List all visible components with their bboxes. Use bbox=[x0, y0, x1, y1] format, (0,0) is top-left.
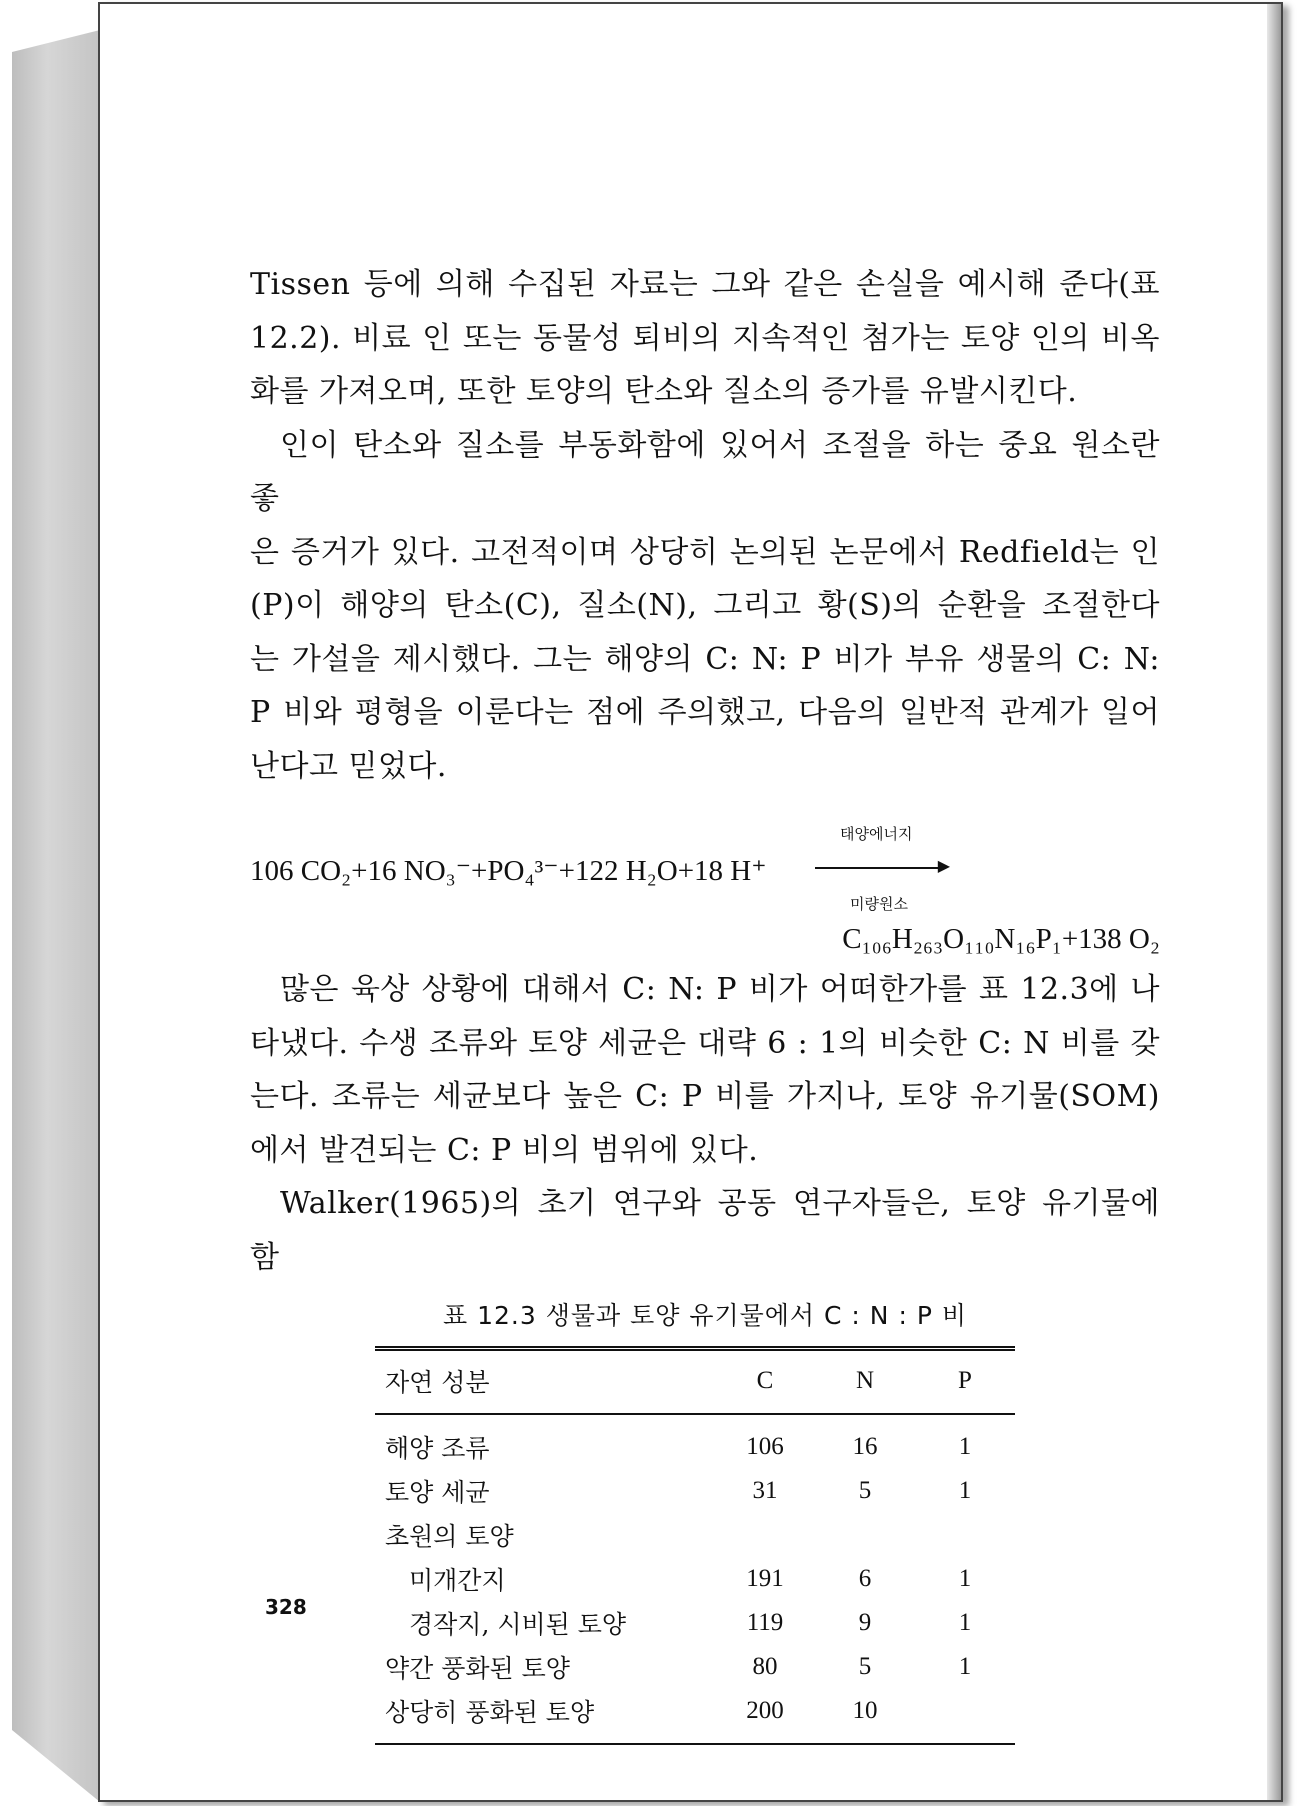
p-value bbox=[915, 1689, 1015, 1744]
c-value: 31 bbox=[752, 1477, 778, 1504]
equation-products: C₁₀₆H₂₆₃O₁₁₀N₁₆P₁+138 O₂ bbox=[842, 923, 1160, 955]
c-value: 106 bbox=[746, 1433, 784, 1460]
paragraph-2 bbox=[250, 419, 1160, 794]
n-value: 5 bbox=[858, 1477, 872, 1504]
n-value: 5 bbox=[858, 1653, 872, 1680]
c-value: 191 bbox=[746, 1565, 784, 1592]
row-label: 토양 세균 bbox=[385, 1478, 490, 1507]
c-value: 119 bbox=[746, 1609, 784, 1636]
c-value: 80 bbox=[752, 1653, 778, 1680]
row-label: 초원의 토양 bbox=[385, 1522, 514, 1551]
paragraph-line: 화를 가져오며, 또한 토양의 탄소와 질소의 증가를 유발시킨다. bbox=[250, 374, 1078, 409]
paragraph-line: 에서 발견되는 C: P 비의 범위에 있다. bbox=[250, 1132, 759, 1168]
paragraph-line: (P)이 해양의 탄소(C), 질소(N), 그리고 황(S)의 순환을 조절한다 bbox=[250, 588, 1160, 623]
p-value bbox=[915, 1513, 1015, 1557]
page-content bbox=[250, 258, 1160, 1745]
book-spine bbox=[12, 30, 100, 1802]
paragraph-line: Walker(1965)의 초기 연구와 공동 연구자들은, 토양 유기물에 함 bbox=[250, 1186, 1160, 1275]
c-value bbox=[715, 1513, 815, 1557]
row-label: 약간 풍화된 토양 bbox=[385, 1654, 570, 1683]
table-row bbox=[375, 1601, 1015, 1645]
row-label: 상당히 풍화된 토양 bbox=[385, 1698, 595, 1727]
c-value: 200 bbox=[746, 1697, 784, 1724]
column-header: 자연 성분 bbox=[385, 1368, 490, 1397]
table-row bbox=[375, 1645, 1015, 1689]
table-header-row bbox=[375, 1349, 1015, 1415]
paragraph-line: 는 가설을 제시했다. 그는 해양의 C: N: P 비가 부유 생물의 C: N: bbox=[250, 641, 1160, 677]
page-edge-shadow bbox=[1267, 4, 1281, 1800]
paragraph-line: P 비와 평형을 이룬다는 점에 주의했고, 다음의 일반적 관계가 일어 bbox=[250, 695, 1160, 730]
column-header: C bbox=[756, 1367, 774, 1394]
n-value: 6 bbox=[858, 1565, 872, 1592]
p-value: 1 bbox=[958, 1653, 972, 1680]
row-label: 미개간지 bbox=[409, 1566, 506, 1595]
paragraph-line: 는다. 조류는 세균보다 높은 C: P 비를 가지나, 토양 유기물(SOM) bbox=[250, 1079, 1160, 1114]
paragraph-3 bbox=[250, 963, 1160, 1177]
paragraph-line: Tissen 등에 의해 수집된 자료는 그와 같은 손실을 예시해 준다(표 bbox=[250, 267, 1160, 302]
row-label: 해양 조류 bbox=[385, 1434, 490, 1463]
p-value: 1 bbox=[958, 1609, 972, 1636]
p-value: 1 bbox=[958, 1433, 972, 1460]
equation-reactants: 106 CO₂+16 NO₃⁻+PO₄³⁻+122 H₂O+18 H⁺ bbox=[250, 855, 767, 887]
equation-arrow-label-above: 태양에너지 bbox=[840, 825, 913, 843]
n-value: 16 bbox=[852, 1433, 878, 1460]
paragraph-line: 인이 탄소와 질소를 부동화함에 있어서 조절을 하는 중요 원소란 좋 bbox=[250, 427, 1160, 516]
paragraph-line: 난다고 믿었다. bbox=[250, 748, 447, 784]
table-row bbox=[375, 1414, 1015, 1469]
column-header: P bbox=[958, 1367, 972, 1394]
n-value bbox=[815, 1513, 915, 1557]
n-value: 9 bbox=[858, 1609, 872, 1636]
n-value: 10 bbox=[852, 1697, 878, 1724]
reaction-arrow-icon: ▶ bbox=[815, 853, 950, 883]
table-caption: 표 12.3 생물과 토양 유기물에서 C : N : P 비 bbox=[442, 1301, 967, 1330]
p-value: 1 bbox=[958, 1565, 972, 1592]
table-row bbox=[375, 1557, 1015, 1601]
redfield-equation bbox=[250, 813, 1160, 963]
row-label: 경작지, 시비된 토양 bbox=[409, 1610, 627, 1639]
paragraph-line: 많은 육상 상황에 대해서 C: N: P 비가 어떠한가를 표 12.3에 나 bbox=[280, 972, 1160, 1007]
paragraph-line: 은 증거가 있다. 고전적이며 상당히 논의된 논문에서 Redfield는 인 bbox=[250, 534, 1160, 570]
column-header: N bbox=[855, 1367, 875, 1394]
table-row bbox=[375, 1469, 1015, 1513]
paragraph-1 bbox=[250, 258, 1160, 419]
p-value: 1 bbox=[958, 1477, 972, 1504]
paragraph-4 bbox=[250, 1177, 1160, 1284]
table-row bbox=[375, 1689, 1015, 1744]
paragraph-line: 12.2). 비료 인 또는 동물성 퇴비의 지속적인 첨가는 토양 인의 비옥 bbox=[250, 320, 1160, 356]
page-number: 328 bbox=[265, 1595, 307, 1619]
equation-arrow-label-below: 미량원소 bbox=[850, 895, 908, 913]
cnp-ratio-table bbox=[375, 1346, 1015, 1745]
paragraph-line: 타냈다. 수생 조류와 토양 세균은 대략 6 : 1의 비슷한 C: N 비를 갖 bbox=[250, 1025, 1160, 1061]
table-row bbox=[375, 1513, 1015, 1557]
